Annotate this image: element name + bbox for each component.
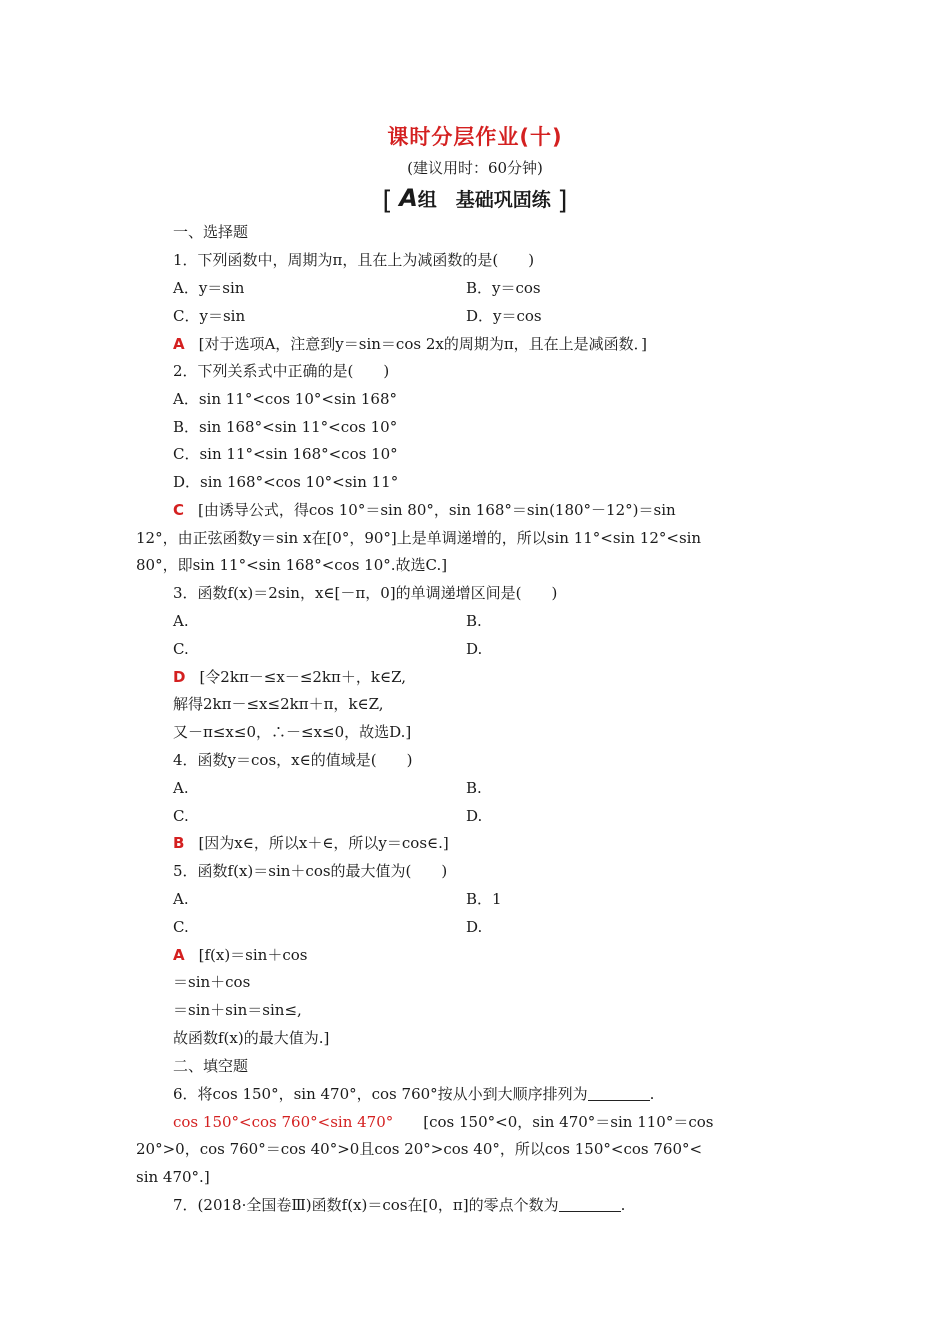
answer-2-letter: C (173, 501, 185, 519)
answer-4-text: [因为x∈，所以x＋∈，所以y＝cos∈.] (198, 834, 449, 852)
answer-5-letter: A (173, 946, 185, 964)
question-1: 1．下列函数中，周期为π，且在上为减函数的是( ) (173, 251, 535, 269)
group-label: 组 基础巩固练 (417, 189, 551, 211)
q4-option-b: B. (466, 779, 482, 797)
answer-6-line-3: sin 470°.] (136, 1168, 210, 1186)
q1-option-b: B．y＝cos (466, 279, 541, 297)
suggested-time: (建议用时：60分钟) (407, 159, 543, 177)
answer-3-line-2: 解得2kπ－≤x≤2kπ＋π，k∈Z, (173, 695, 384, 713)
q5-option-c: C. (173, 918, 189, 936)
section-choice: 一、选择题 (173, 223, 249, 241)
q2-option-b: B．sin 168°<sin 11°<cos 10° (173, 418, 398, 436)
answer-3 (173, 668, 406, 686)
question-6 (173, 1085, 654, 1103)
answer-5 (173, 946, 307, 964)
question-7-end: . (620, 1196, 626, 1214)
answer-6-line-2: 20°>0，cos 760°＝cos 40°>0且cos 20°>cos 40°，所以cos 150°<cos 760°< (136, 1140, 703, 1158)
answer-2-line-1: [由诱导公式，得cos 10°＝sin 80°，sin 168°＝sin(180°－12°)＝sin (198, 501, 676, 519)
answer-2-line-3: 80°，即sin 11°<sin 168°<cos 10°.故选C.] (136, 556, 448, 574)
q4-option-c: C. (173, 807, 189, 825)
q4-option-a: A. (173, 779, 189, 797)
question-2: 2．下列关系式中正确的是( ) (173, 362, 390, 380)
question-3: 3．函数f(x)＝2sin，x∈[－π，0]的单调递增区间是( ) (173, 584, 558, 602)
right-bracket: ] (557, 186, 568, 216)
page-title: 课时分层作业(十) (387, 125, 563, 149)
answer-1-text: [对于选项A，注意到y＝sin＝cos 2x的周期为π，且在上是减函数．] (198, 335, 648, 353)
answer-5-line-4: 故函数f(x)的最大值为.] (173, 1029, 330, 1047)
question-4: 4．函数y＝cos，x∈的值域是( ) (173, 751, 413, 769)
q2-option-c: C．sin 11°<sin 168°<cos 10° (173, 445, 398, 463)
answer-6-result: cos 150°<cos 760°<sin 470° (173, 1113, 394, 1131)
q1-option-d: D．y＝cos (466, 307, 542, 325)
question-7 (173, 1196, 625, 1214)
q2-option-d: D．sin 168°<cos 10°<sin 11° (173, 473, 399, 491)
answer-5-line-1: [f(x)＝sin＋cos (198, 946, 308, 964)
q5-option-d: D. (466, 918, 483, 936)
q1-option-c: C．y＝sin (173, 307, 246, 325)
q3-option-a: A. (173, 612, 189, 630)
answer-6 (173, 1113, 713, 1131)
question-7-text: 7．(2018·全国卷Ⅲ)函数f(x)＝cos在[0，π]的零点个数为 (173, 1196, 559, 1214)
question-7-blank (559, 1197, 621, 1212)
question-6-text: 6．将cos 150°，sin 470°，cos 760°按从小到大顺序排列为 (173, 1085, 588, 1103)
q3-option-c: C. (173, 640, 189, 658)
group-heading (0, 184, 950, 216)
answer-1-letter: A (173, 335, 185, 353)
section-fill: 二、填空题 (173, 1057, 249, 1075)
answer-1 (173, 335, 647, 353)
group-letter: A (399, 184, 418, 212)
answer-2 (173, 501, 676, 519)
answer-3-line-1: [令2kπ－≤x－≤2kπ＋，k∈Z, (199, 668, 407, 686)
answer-3-letter: D (173, 668, 186, 686)
answer-2-line-2: 12°，由正弦函数y＝sin x在[0°，90°]上是单调递增的，所以sin 11°<sin 12°<sin (136, 529, 702, 547)
answer-5-line-3: ＝sin＋sin＝sin≤, (173, 1001, 302, 1019)
answer-3-line-3: 又－π≤x≤0，∴－≤x≤0，故选D.] (173, 723, 412, 741)
q3-option-d: D. (466, 640, 483, 658)
q3-option-b: B. (466, 612, 482, 630)
q2-option-a: A．sin 11°<cos 10°<sin 168° (173, 390, 398, 408)
answer-4 (173, 834, 449, 852)
answer-6-line-1: [cos 150°<0，sin 470°＝sin 110°＝cos (423, 1113, 714, 1131)
q4-option-d: D. (466, 807, 483, 825)
question-6-end: . (649, 1085, 655, 1103)
question-5: 5．函数f(x)＝sin＋cos的最大值为( ) (173, 862, 448, 880)
q1-option-a: A．y＝sin (173, 279, 245, 297)
q5-option-a: A. (173, 890, 189, 908)
answer-4-letter: B (173, 834, 185, 852)
q5-option-b: B．1 (466, 890, 502, 908)
left-bracket: [ (382, 186, 393, 216)
question-6-blank (588, 1086, 650, 1101)
answer-5-line-2: ＝sin＋cos (173, 973, 251, 991)
